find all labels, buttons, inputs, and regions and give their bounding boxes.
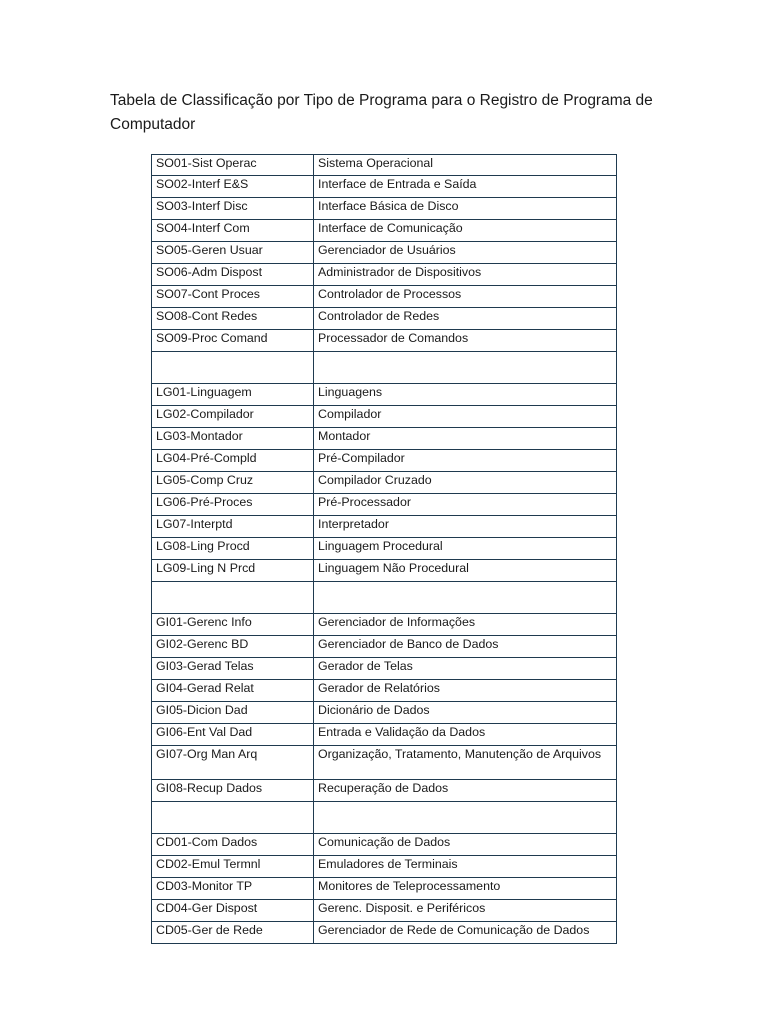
table-row <box>152 658 617 680</box>
table-row <box>152 922 617 944</box>
table-row <box>152 494 617 516</box>
table-row <box>152 636 617 658</box>
program-code-cell: LG01-Linguagem <box>152 384 314 406</box>
program-type-cell <box>314 802 617 834</box>
table-row <box>152 780 617 802</box>
program-type-cell: Gerenciador de Informações <box>314 614 617 636</box>
program-type-cell: Linguagem Não Procedural <box>314 560 617 582</box>
program-type-cell: Processador de Comandos <box>314 330 617 352</box>
table-row <box>152 286 617 308</box>
program-type-cell: Emuladores de Terminais <box>314 856 617 878</box>
table-row <box>152 242 617 264</box>
program-type-cell: Linguagem Procedural <box>314 538 617 560</box>
program-type-cell: Linguagens <box>314 384 617 406</box>
table-spacer-row <box>152 802 617 834</box>
program-code-cell: CD02-Emul Termnl <box>152 856 314 878</box>
table-row <box>152 176 617 198</box>
program-type-cell <box>314 352 617 384</box>
table-row <box>152 264 617 286</box>
program-type-cell: Organização, Tratamento, Manutenção de Arquivos <box>314 746 617 780</box>
program-type-cell: Entrada e Validação da Dados <box>314 724 617 746</box>
program-code-cell: SO02-Interf E&S <box>152 176 314 198</box>
program-code-cell: CD04-Ger Dispost <box>152 900 314 922</box>
program-code-cell: GI01-Gerenc Info <box>152 614 314 636</box>
table-row <box>152 878 617 900</box>
program-code-cell: LG04-Pré-Compld <box>152 450 314 472</box>
classification-table-body <box>152 155 617 944</box>
table-row <box>152 428 617 450</box>
program-code-cell: LG02-Compilador <box>152 406 314 428</box>
table-row <box>152 680 617 702</box>
program-code-cell: SO05-Geren Usuar <box>152 242 314 264</box>
table-row <box>152 900 617 922</box>
program-type-cell: Controlador de Processos <box>314 286 617 308</box>
program-code-cell: GI08-Recup Dados <box>152 780 314 802</box>
program-code-cell: CD03-Monitor TP <box>152 878 314 900</box>
table-row <box>152 308 617 330</box>
table-row <box>152 538 617 560</box>
table-row <box>152 330 617 352</box>
table-spacer-row <box>152 582 617 614</box>
document-title: Tabela de Classificação por Tipo de Programa para o Registro de Programa de Computador <box>110 92 653 133</box>
program-type-cell: Recuperação de Dados <box>314 780 617 802</box>
program-code-cell: CD05-Ger de Rede <box>152 922 314 944</box>
program-type-cell: Interface Básica de Disco <box>314 198 617 220</box>
program-type-cell: Monitores de Teleprocessamento <box>314 878 617 900</box>
table-row <box>152 724 617 746</box>
program-type-cell: Pré-Processador <box>314 494 617 516</box>
table-row <box>152 702 617 724</box>
program-code-cell: LG07-Interptd <box>152 516 314 538</box>
program-code-cell: SO04-Interf Com <box>152 220 314 242</box>
program-type-cell: Gerador de Relatórios <box>314 680 617 702</box>
program-type-cell: Administrador de Dispositivos <box>314 264 617 286</box>
program-code-cell: CD01-Com Dados <box>152 834 314 856</box>
program-type-cell: Interpretador <box>314 516 617 538</box>
program-type-cell: Gerenc. Disposit. e Periféricos <box>314 900 617 922</box>
table-row <box>152 450 617 472</box>
program-type-cell: Montador <box>314 428 617 450</box>
program-code-cell: LG08-Ling Procd <box>152 538 314 560</box>
program-type-cell: Controlador de Redes <box>314 308 617 330</box>
program-code-cell: GI06-Ent Val Dad <box>152 724 314 746</box>
program-code-cell <box>152 802 314 834</box>
program-code-cell: LG03-Montador <box>152 428 314 450</box>
table-spacer-row <box>152 352 617 384</box>
program-code-cell: SO08-Cont Redes <box>152 308 314 330</box>
table-row <box>152 406 617 428</box>
program-type-cell: Comunicação de Dados <box>314 834 617 856</box>
program-type-cell: Interface de Comunicação <box>314 220 617 242</box>
table-row <box>152 198 617 220</box>
table-row <box>152 746 617 780</box>
program-code-cell: GI03-Gerad Telas <box>152 658 314 680</box>
program-code-cell: SO01-Sist Operac <box>152 155 314 176</box>
program-type-cell: Dicionário de Dados <box>314 702 617 724</box>
program-type-cell: Compilador Cruzado <box>314 472 617 494</box>
program-code-cell: LG05-Comp Cruz <box>152 472 314 494</box>
program-code-cell: GI02-Gerenc BD <box>152 636 314 658</box>
table-row <box>152 516 617 538</box>
program-code-cell: SO09-Proc Comand <box>152 330 314 352</box>
program-code-cell: LG09-Ling N Prcd <box>152 560 314 582</box>
program-code-cell: LG06-Pré-Proces <box>152 494 314 516</box>
program-code-cell: GI07-Org Man Arq <box>152 746 314 780</box>
program-type-cell: Sistema Operacional <box>314 155 617 176</box>
table-row <box>152 472 617 494</box>
table-row <box>152 155 617 176</box>
table-row <box>152 834 617 856</box>
table-row <box>152 384 617 406</box>
classification-table <box>151 154 617 944</box>
program-type-cell <box>314 582 617 614</box>
table-row <box>152 220 617 242</box>
table-row <box>152 856 617 878</box>
program-type-cell: Gerador de Telas <box>314 658 617 680</box>
program-code-cell: SO06-Adm Dispost <box>152 264 314 286</box>
program-code-cell: SO03-Interf Disc <box>152 198 314 220</box>
table-row <box>152 560 617 582</box>
program-code-cell <box>152 352 314 384</box>
program-type-cell: Compilador <box>314 406 617 428</box>
program-type-cell: Interface de Entrada e Saída <box>314 176 617 198</box>
program-type-cell: Pré-Compilador <box>314 450 617 472</box>
program-type-cell: Gerenciador de Rede de Comunicação de Dados <box>314 922 617 944</box>
program-code-cell: GI05-Dicion Dad <box>152 702 314 724</box>
program-code-cell <box>152 582 314 614</box>
table-row <box>152 614 617 636</box>
program-code-cell: GI04-Gerad Relat <box>152 680 314 702</box>
program-type-cell: Gerenciador de Banco de Dados <box>314 636 617 658</box>
program-type-cell: Gerenciador de Usuários <box>314 242 617 264</box>
program-code-cell: SO07-Cont Proces <box>152 286 314 308</box>
